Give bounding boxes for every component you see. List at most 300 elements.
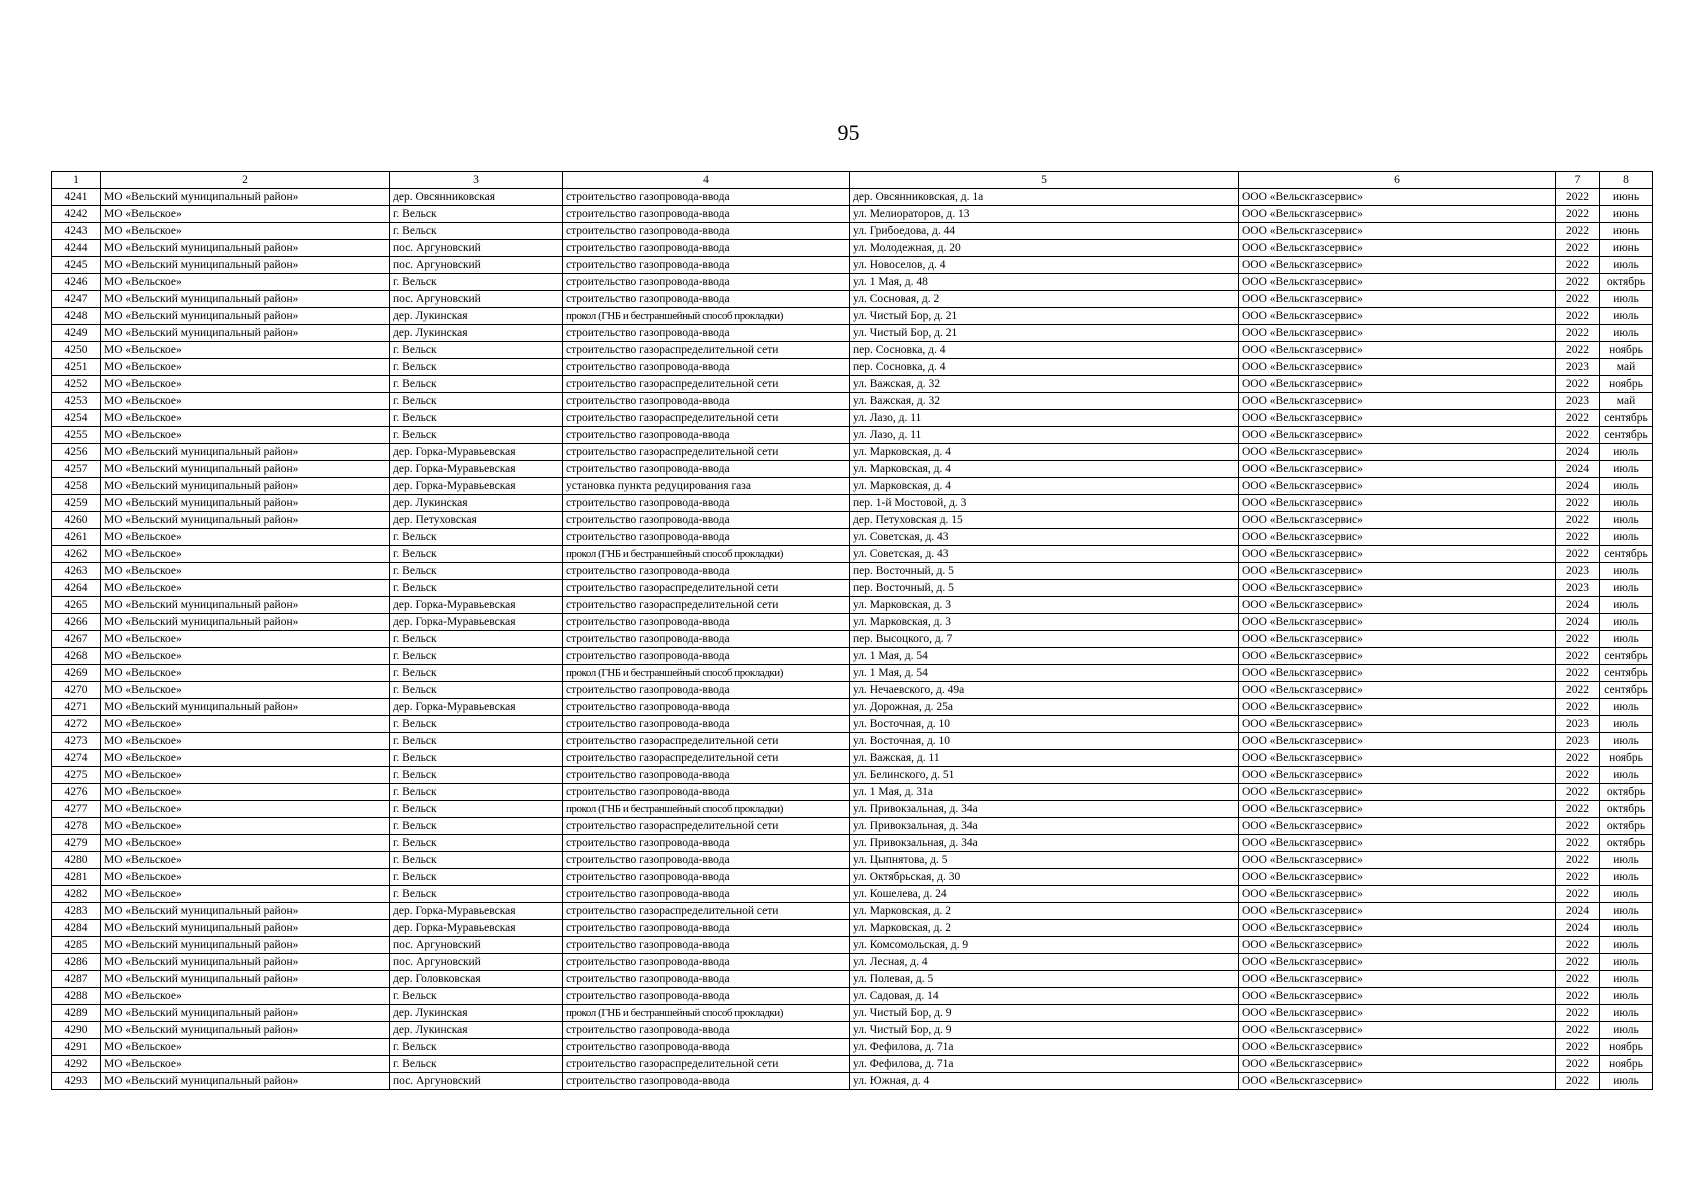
cell-work-type: строительство газопровода-ввода bbox=[563, 869, 850, 886]
cell-address: ул. Привокзальная, д. 34а bbox=[850, 835, 1239, 852]
cell-locality: г. Вельск bbox=[390, 580, 563, 597]
table-row bbox=[52, 988, 1653, 1005]
cell-address: ул. Сосновая, д. 2 bbox=[850, 291, 1239, 308]
table-row bbox=[52, 240, 1653, 257]
table-row bbox=[52, 937, 1653, 954]
cell-contractor: ООО «Вельскгазсервис» bbox=[1239, 359, 1556, 376]
cell-address: ул. 1 Мая, д. 48 bbox=[850, 274, 1239, 291]
table-row bbox=[52, 325, 1653, 342]
cell-work-type: строительство газопровода-ввода bbox=[563, 767, 850, 784]
cell-year: 2022 bbox=[1556, 1056, 1600, 1073]
cell-address: пер. Сосновка, д. 4 bbox=[850, 359, 1239, 376]
cell-year: 2022 bbox=[1556, 665, 1600, 682]
cell-row-number: 4279 bbox=[52, 835, 101, 852]
cell-address: ул. Молодежная, д. 20 bbox=[850, 240, 1239, 257]
cell-municipality: МО «Вельский муниципальный район» bbox=[101, 461, 390, 478]
cell-municipality: МО «Вельский муниципальный район» bbox=[101, 1005, 390, 1022]
cell-locality: г. Вельск bbox=[390, 342, 563, 359]
cell-work-type: строительство газораспределительной сети bbox=[563, 818, 850, 835]
cell-contractor: ООО «Вельскгазсервис» bbox=[1239, 342, 1556, 359]
cell-row-number: 4268 bbox=[52, 648, 101, 665]
cell-address: ул. Фефилова, д. 71а bbox=[850, 1039, 1239, 1056]
cell-month: ноябрь bbox=[1600, 342, 1653, 359]
header-cell-2: 2 bbox=[101, 172, 390, 189]
cell-locality: г. Вельск bbox=[390, 767, 563, 784]
cell-address: ул. Лазо, д. 11 bbox=[850, 410, 1239, 427]
cell-month: сентябрь bbox=[1600, 665, 1653, 682]
cell-address: пер. 1-й Мостовой, д. 3 bbox=[850, 495, 1239, 512]
table-row bbox=[52, 563, 1653, 580]
cell-month: ноябрь bbox=[1600, 376, 1653, 393]
cell-municipality: МО «Вельское» bbox=[101, 342, 390, 359]
cell-row-number: 4264 bbox=[52, 580, 101, 597]
cell-locality: пос. Аргуновский bbox=[390, 937, 563, 954]
table-row bbox=[52, 1022, 1653, 1039]
cell-row-number: 4285 bbox=[52, 937, 101, 954]
cell-address: ул. Чистый Бор, д. 21 bbox=[850, 308, 1239, 325]
cell-year: 2022 bbox=[1556, 869, 1600, 886]
cell-contractor: ООО «Вельскгазсервис» bbox=[1239, 1073, 1556, 1090]
cell-month: июль bbox=[1600, 1005, 1653, 1022]
cell-municipality: МО «Вельское» bbox=[101, 546, 390, 563]
cell-year: 2022 bbox=[1556, 240, 1600, 257]
cell-year: 2024 bbox=[1556, 903, 1600, 920]
cell-contractor: ООО «Вельскгазсервис» bbox=[1239, 478, 1556, 495]
cell-municipality: МО «Вельский муниципальный район» bbox=[101, 597, 390, 614]
cell-municipality: МО «Вельское» bbox=[101, 852, 390, 869]
cell-work-type: строительство газопровода-ввода bbox=[563, 971, 850, 988]
cell-contractor: ООО «Вельскгазсервис» bbox=[1239, 903, 1556, 920]
cell-locality: г. Вельск bbox=[390, 988, 563, 1005]
cell-year: 2024 bbox=[1556, 920, 1600, 937]
cell-year: 2022 bbox=[1556, 784, 1600, 801]
cell-municipality: МО «Вельское» bbox=[101, 665, 390, 682]
cell-work-type: строительство газопровода-ввода bbox=[563, 937, 850, 954]
cell-address: ул. Грибоедова, д. 44 bbox=[850, 223, 1239, 240]
cell-locality: г. Вельск bbox=[390, 784, 563, 801]
cell-work-type: строительство газораспределительной сети bbox=[563, 444, 850, 461]
cell-address: ул. Дорожная, д. 25а bbox=[850, 699, 1239, 716]
cell-contractor: ООО «Вельскгазсервис» bbox=[1239, 614, 1556, 631]
cell-address: ул. Лесная, д. 4 bbox=[850, 954, 1239, 971]
cell-month: июль bbox=[1600, 512, 1653, 529]
cell-work-type: строительство газопровода-ввода bbox=[563, 1073, 850, 1090]
table-row bbox=[52, 648, 1653, 665]
cell-contractor: ООО «Вельскгазсервис» bbox=[1239, 835, 1556, 852]
cell-municipality: МО «Вельское» bbox=[101, 529, 390, 546]
cell-locality: г. Вельск bbox=[390, 852, 563, 869]
cell-row-number: 4275 bbox=[52, 767, 101, 784]
cell-contractor: ООО «Вельскгазсервис» bbox=[1239, 393, 1556, 410]
cell-year: 2022 bbox=[1556, 954, 1600, 971]
cell-month: июль bbox=[1600, 291, 1653, 308]
registry-table bbox=[51, 171, 1653, 1090]
cell-row-number: 4241 bbox=[52, 189, 101, 206]
cell-contractor: ООО «Вельскгазсервис» bbox=[1239, 886, 1556, 903]
table-row bbox=[52, 1056, 1653, 1073]
cell-year: 2024 bbox=[1556, 597, 1600, 614]
cell-year: 2022 bbox=[1556, 291, 1600, 308]
cell-municipality: МО «Вельский муниципальный район» bbox=[101, 512, 390, 529]
cell-row-number: 4257 bbox=[52, 461, 101, 478]
cell-year: 2022 bbox=[1556, 495, 1600, 512]
cell-row-number: 4266 bbox=[52, 614, 101, 631]
cell-work-type: строительство газопровода-ввода bbox=[563, 359, 850, 376]
cell-municipality: МО «Вельское» bbox=[101, 359, 390, 376]
cell-year: 2022 bbox=[1556, 308, 1600, 325]
cell-locality: дер. Головковская bbox=[390, 971, 563, 988]
cell-contractor: ООО «Вельскгазсервис» bbox=[1239, 461, 1556, 478]
cell-locality: г. Вельск bbox=[390, 410, 563, 427]
cell-work-type: строительство газопровода-ввода bbox=[563, 614, 850, 631]
cell-month: июнь bbox=[1600, 189, 1653, 206]
cell-locality: г. Вельск bbox=[390, 801, 563, 818]
cell-row-number: 4272 bbox=[52, 716, 101, 733]
table-row bbox=[52, 750, 1653, 767]
cell-locality: г. Вельск bbox=[390, 359, 563, 376]
cell-row-number: 4252 bbox=[52, 376, 101, 393]
table-row bbox=[52, 291, 1653, 308]
cell-locality: дер. Горка-Муравьевская bbox=[390, 903, 563, 920]
cell-row-number: 4276 bbox=[52, 784, 101, 801]
cell-month: июль bbox=[1600, 495, 1653, 512]
table-row bbox=[52, 529, 1653, 546]
cell-address: ул. Марковская, д. 3 bbox=[850, 614, 1239, 631]
table-row bbox=[52, 223, 1653, 240]
cell-address: ул. Привокзальная, д. 34а bbox=[850, 801, 1239, 818]
cell-contractor: ООО «Вельскгазсервис» bbox=[1239, 1022, 1556, 1039]
cell-year: 2024 bbox=[1556, 461, 1600, 478]
cell-year: 2022 bbox=[1556, 1073, 1600, 1090]
cell-row-number: 4242 bbox=[52, 206, 101, 223]
cell-municipality: МО «Вельское» bbox=[101, 274, 390, 291]
header-cell-3: 3 bbox=[390, 172, 563, 189]
cell-locality: г. Вельск bbox=[390, 546, 563, 563]
cell-locality: дер. Лукинская bbox=[390, 308, 563, 325]
cell-month: июль bbox=[1600, 631, 1653, 648]
table-row bbox=[52, 971, 1653, 988]
cell-address: ул. Цыпнятова, д. 5 bbox=[850, 852, 1239, 869]
cell-contractor: ООО «Вельскгазсервис» bbox=[1239, 546, 1556, 563]
table-row bbox=[52, 767, 1653, 784]
cell-month: май bbox=[1600, 393, 1653, 410]
cell-work-type: строительство газопровода-ввода bbox=[563, 563, 850, 580]
cell-work-type: прокол (ГНБ и бестраншейный способ прокладки) bbox=[563, 665, 850, 682]
cell-address: ул. Марковская, д. 4 bbox=[850, 461, 1239, 478]
cell-month: июнь bbox=[1600, 240, 1653, 257]
cell-month: июль bbox=[1600, 886, 1653, 903]
cell-work-type: прокол (ГНБ и бестраншейный способ прокладки) bbox=[563, 801, 850, 818]
cell-work-type: строительство газопровода-ввода bbox=[563, 393, 850, 410]
cell-locality: г. Вельск bbox=[390, 733, 563, 750]
cell-locality: дер. Горка-Муравьевская bbox=[390, 478, 563, 495]
cell-month: июль bbox=[1600, 733, 1653, 750]
cell-locality: дер. Лукинская bbox=[390, 495, 563, 512]
cell-row-number: 4292 bbox=[52, 1056, 101, 1073]
cell-work-type: строительство газопровода-ввода bbox=[563, 920, 850, 937]
cell-municipality: МО «Вельское» bbox=[101, 784, 390, 801]
cell-year: 2022 bbox=[1556, 937, 1600, 954]
cell-municipality: МО «Вельское» bbox=[101, 223, 390, 240]
cell-work-type: строительство газопровода-ввода bbox=[563, 988, 850, 1005]
cell-year: 2022 bbox=[1556, 206, 1600, 223]
cell-municipality: МО «Вельское» bbox=[101, 1056, 390, 1073]
cell-month: июль bbox=[1600, 852, 1653, 869]
cell-address: ул. Октябрьская, д. 30 bbox=[850, 869, 1239, 886]
cell-month: июль bbox=[1600, 461, 1653, 478]
cell-contractor: ООО «Вельскгазсервис» bbox=[1239, 291, 1556, 308]
cell-month: июль bbox=[1600, 903, 1653, 920]
cell-row-number: 4259 bbox=[52, 495, 101, 512]
cell-locality: дер. Горка-Муравьевская bbox=[390, 699, 563, 716]
cell-municipality: МО «Вельское» bbox=[101, 988, 390, 1005]
cell-municipality: МО «Вельский муниципальный район» bbox=[101, 903, 390, 920]
cell-address: ул. 1 Мая, д. 54 bbox=[850, 648, 1239, 665]
cell-municipality: МО «Вельский муниципальный район» bbox=[101, 971, 390, 988]
cell-locality: г. Вельск bbox=[390, 682, 563, 699]
cell-municipality: МО «Вельский муниципальный район» bbox=[101, 699, 390, 716]
cell-locality: г. Вельск bbox=[390, 665, 563, 682]
cell-work-type: строительство газораспределительной сети bbox=[563, 903, 850, 920]
table-row bbox=[52, 614, 1653, 631]
cell-row-number: 4289 bbox=[52, 1005, 101, 1022]
cell-address: ул. 1 Мая, д. 54 bbox=[850, 665, 1239, 682]
cell-month: июль bbox=[1600, 444, 1653, 461]
cell-contractor: ООО «Вельскгазсервис» bbox=[1239, 580, 1556, 597]
cell-month: июнь bbox=[1600, 206, 1653, 223]
cell-work-type: строительство газопровода-ввода bbox=[563, 291, 850, 308]
cell-year: 2022 bbox=[1556, 699, 1600, 716]
cell-month: май bbox=[1600, 359, 1653, 376]
cell-contractor: ООО «Вельскгазсервис» bbox=[1239, 801, 1556, 818]
cell-locality: г. Вельск bbox=[390, 716, 563, 733]
cell-year: 2022 bbox=[1556, 648, 1600, 665]
cell-locality: г. Вельск bbox=[390, 835, 563, 852]
cell-row-number: 4244 bbox=[52, 240, 101, 257]
cell-contractor: ООО «Вельскгазсервис» bbox=[1239, 495, 1556, 512]
cell-month: октябрь bbox=[1600, 835, 1653, 852]
cell-contractor: ООО «Вельскгазсервис» bbox=[1239, 427, 1556, 444]
cell-contractor: ООО «Вельскгазсервис» bbox=[1239, 631, 1556, 648]
cell-locality: г. Вельск bbox=[390, 1056, 563, 1073]
header-row bbox=[52, 172, 1653, 189]
table-row bbox=[52, 257, 1653, 274]
cell-locality: г. Вельск bbox=[390, 427, 563, 444]
cell-month: июль bbox=[1600, 1073, 1653, 1090]
cell-work-type: строительство газопровода-ввода bbox=[563, 495, 850, 512]
cell-row-number: 4263 bbox=[52, 563, 101, 580]
cell-work-type: строительство газораспределительной сети bbox=[563, 1056, 850, 1073]
cell-work-type: строительство газопровода-ввода bbox=[563, 274, 850, 291]
cell-address: ул. Нечаевского, д. 49а bbox=[850, 682, 1239, 699]
cell-address: пер. Восточный, д. 5 bbox=[850, 563, 1239, 580]
cell-address: дер. Петуховская д. 15 bbox=[850, 512, 1239, 529]
table-row bbox=[52, 733, 1653, 750]
cell-contractor: ООО «Вельскгазсервис» bbox=[1239, 920, 1556, 937]
cell-locality: пос. Аргуновский bbox=[390, 291, 563, 308]
header-cell-6: 6 bbox=[1239, 172, 1556, 189]
table-row bbox=[52, 835, 1653, 852]
cell-work-type: строительство газопровода-ввода bbox=[563, 206, 850, 223]
cell-address: ул. Марковская, д. 4 bbox=[850, 478, 1239, 495]
cell-year: 2023 bbox=[1556, 393, 1600, 410]
cell-municipality: МО «Вельское» bbox=[101, 716, 390, 733]
cell-municipality: МО «Вельское» bbox=[101, 631, 390, 648]
cell-month: октябрь bbox=[1600, 801, 1653, 818]
cell-contractor: ООО «Вельскгазсервис» bbox=[1239, 444, 1556, 461]
cell-contractor: ООО «Вельскгазсервис» bbox=[1239, 325, 1556, 342]
cell-municipality: МО «Вельский муниципальный район» bbox=[101, 1073, 390, 1090]
cell-year: 2023 bbox=[1556, 563, 1600, 580]
cell-address: пер. Высоцкого, д. 7 bbox=[850, 631, 1239, 648]
cell-locality: дер. Горка-Муравьевская bbox=[390, 920, 563, 937]
cell-year: 2022 bbox=[1556, 325, 1600, 342]
cell-contractor: ООО «Вельскгазсервис» bbox=[1239, 971, 1556, 988]
table-row bbox=[52, 784, 1653, 801]
cell-address: ул. Советская, д. 43 bbox=[850, 529, 1239, 546]
cell-row-number: 4267 bbox=[52, 631, 101, 648]
cell-row-number: 4258 bbox=[52, 478, 101, 495]
cell-work-type: строительство газопровода-ввода bbox=[563, 648, 850, 665]
cell-month: июль bbox=[1600, 699, 1653, 716]
cell-address: ул. Южная, д. 4 bbox=[850, 1073, 1239, 1090]
cell-municipality: МО «Вельское» bbox=[101, 750, 390, 767]
cell-work-type: строительство газопровода-ввода bbox=[563, 699, 850, 716]
cell-year: 2022 bbox=[1556, 1022, 1600, 1039]
cell-row-number: 4243 bbox=[52, 223, 101, 240]
cell-work-type: строительство газопровода-ввода bbox=[563, 512, 850, 529]
cell-row-number: 4249 bbox=[52, 325, 101, 342]
cell-contractor: ООО «Вельскгазсервис» bbox=[1239, 716, 1556, 733]
cell-year: 2022 bbox=[1556, 1005, 1600, 1022]
table-row bbox=[52, 818, 1653, 835]
cell-address: ул. Чистый Бор, д. 21 bbox=[850, 325, 1239, 342]
cell-municipality: МО «Вельский муниципальный район» bbox=[101, 478, 390, 495]
cell-year: 2023 bbox=[1556, 733, 1600, 750]
cell-row-number: 4246 bbox=[52, 274, 101, 291]
cell-row-number: 4278 bbox=[52, 818, 101, 835]
cell-work-type: строительство газопровода-ввода bbox=[563, 223, 850, 240]
cell-work-type: строительство газораспределительной сети bbox=[563, 410, 850, 427]
cell-address: ул. Важская, д. 32 bbox=[850, 376, 1239, 393]
cell-work-type: строительство газопровода-ввода bbox=[563, 1022, 850, 1039]
cell-work-type: прокол (ГНБ и бестраншейный способ прокладки) bbox=[563, 1005, 850, 1022]
table-row bbox=[52, 359, 1653, 376]
cell-municipality: МО «Вельский муниципальный район» bbox=[101, 920, 390, 937]
cell-contractor: ООО «Вельскгазсервис» bbox=[1239, 784, 1556, 801]
cell-municipality: МО «Вельский муниципальный район» bbox=[101, 308, 390, 325]
cell-year: 2022 bbox=[1556, 257, 1600, 274]
cell-locality: дер. Петуховская bbox=[390, 512, 563, 529]
table-row bbox=[52, 631, 1653, 648]
cell-row-number: 4262 bbox=[52, 546, 101, 563]
cell-locality: г. Вельск bbox=[390, 206, 563, 223]
cell-contractor: ООО «Вельскгазсервис» bbox=[1239, 852, 1556, 869]
cell-month: июль bbox=[1600, 614, 1653, 631]
cell-address: ул. Новоселов, д. 4 bbox=[850, 257, 1239, 274]
cell-year: 2022 bbox=[1556, 750, 1600, 767]
cell-row-number: 4269 bbox=[52, 665, 101, 682]
cell-work-type: строительство газопровода-ввода bbox=[563, 189, 850, 206]
cell-contractor: ООО «Вельскгазсервис» bbox=[1239, 308, 1556, 325]
table-row bbox=[52, 1005, 1653, 1022]
cell-row-number: 4274 bbox=[52, 750, 101, 767]
cell-year: 2022 bbox=[1556, 852, 1600, 869]
cell-address: ул. Садовая, д. 14 bbox=[850, 988, 1239, 1005]
table-row bbox=[52, 495, 1653, 512]
cell-month: октябрь bbox=[1600, 274, 1653, 291]
cell-row-number: 4291 bbox=[52, 1039, 101, 1056]
cell-work-type: строительство газопровода-ввода bbox=[563, 835, 850, 852]
cell-work-type: строительство газопровода-ввода bbox=[563, 682, 850, 699]
cell-address: ул. Марковская, д. 2 bbox=[850, 920, 1239, 937]
table-row bbox=[52, 308, 1653, 325]
cell-contractor: ООО «Вельскгазсервис» bbox=[1239, 257, 1556, 274]
cell-year: 2022 bbox=[1556, 427, 1600, 444]
table-row bbox=[52, 920, 1653, 937]
cell-month: июль bbox=[1600, 767, 1653, 784]
cell-year: 2023 bbox=[1556, 359, 1600, 376]
cell-contractor: ООО «Вельскгазсервис» bbox=[1239, 529, 1556, 546]
cell-month: сентябрь bbox=[1600, 410, 1653, 427]
cell-contractor: ООО «Вельскгазсервис» bbox=[1239, 750, 1556, 767]
cell-address: ул. Полевая, д. 5 bbox=[850, 971, 1239, 988]
cell-locality: пос. Аргуновский bbox=[390, 1073, 563, 1090]
cell-locality: г. Вельск bbox=[390, 223, 563, 240]
cell-work-type: строительство газораспределительной сети bbox=[563, 342, 850, 359]
cell-month: июль bbox=[1600, 920, 1653, 937]
cell-row-number: 4290 bbox=[52, 1022, 101, 1039]
cell-row-number: 4270 bbox=[52, 682, 101, 699]
table-row bbox=[52, 801, 1653, 818]
cell-work-type: строительство газораспределительной сети bbox=[563, 376, 850, 393]
cell-month: июль bbox=[1600, 257, 1653, 274]
cell-locality: г. Вельск bbox=[390, 274, 563, 291]
cell-address: ул. Белинского, д. 51 bbox=[850, 767, 1239, 784]
cell-contractor: ООО «Вельскгазсервис» bbox=[1239, 376, 1556, 393]
cell-year: 2022 bbox=[1556, 767, 1600, 784]
cell-row-number: 4277 bbox=[52, 801, 101, 818]
cell-municipality: МО «Вельское» bbox=[101, 427, 390, 444]
cell-row-number: 4245 bbox=[52, 257, 101, 274]
cell-locality: г. Вельск bbox=[390, 818, 563, 835]
cell-work-type: прокол (ГНБ и бестраншейный способ прокладки) bbox=[563, 308, 850, 325]
cell-row-number: 4253 bbox=[52, 393, 101, 410]
cell-municipality: МО «Вельский муниципальный район» bbox=[101, 257, 390, 274]
header-cell-7: 7 bbox=[1556, 172, 1600, 189]
table-row bbox=[52, 716, 1653, 733]
cell-address: пер. Восточный, д. 5 bbox=[850, 580, 1239, 597]
cell-row-number: 4286 bbox=[52, 954, 101, 971]
table-header bbox=[52, 172, 1653, 189]
cell-locality: дер. Овсянниковская bbox=[390, 189, 563, 206]
cell-year: 2022 bbox=[1556, 801, 1600, 818]
cell-municipality: МО «Вельское» bbox=[101, 410, 390, 427]
cell-municipality: МО «Вельское» bbox=[101, 376, 390, 393]
cell-year: 2022 bbox=[1556, 835, 1600, 852]
cell-work-type: установка пункта редуцирования газа bbox=[563, 478, 850, 495]
cell-row-number: 4265 bbox=[52, 597, 101, 614]
cell-locality: г. Вельск bbox=[390, 393, 563, 410]
cell-address: ул. Марковская, д. 4 bbox=[850, 444, 1239, 461]
cell-year: 2022 bbox=[1556, 512, 1600, 529]
cell-municipality: МО «Вельский муниципальный район» bbox=[101, 1022, 390, 1039]
cell-work-type: прокол (ГНБ и бестраншейный способ прокладки) bbox=[563, 546, 850, 563]
cell-municipality: МО «Вельский муниципальный район» bbox=[101, 189, 390, 206]
cell-month: ноябрь bbox=[1600, 1056, 1653, 1073]
cell-work-type: строительство газораспределительной сети bbox=[563, 597, 850, 614]
table-row bbox=[52, 546, 1653, 563]
